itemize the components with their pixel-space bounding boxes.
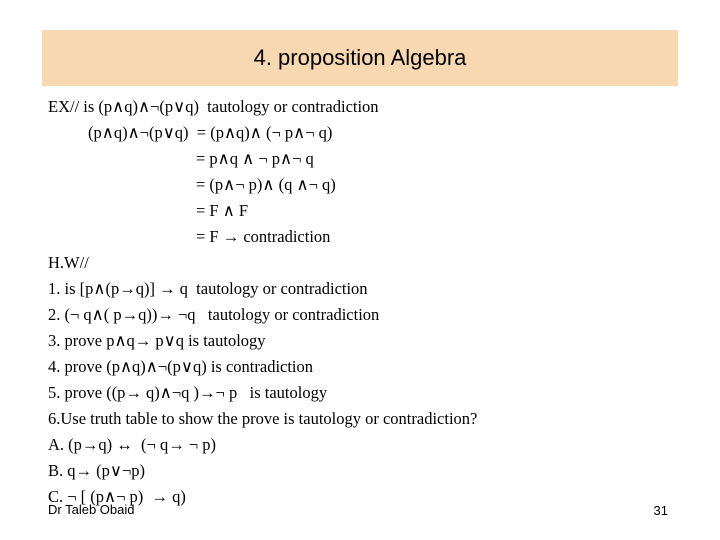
example-step-1: (p∧q)∧¬(p∨q) = (p∧q)∧ (¬ p∧¬ q) [88,123,333,142]
footer-page-number: 31 [653,503,668,518]
homework-item-5: 5. prove ((p→ q)∧¬q )→¬ p is tautology [48,383,328,402]
homework-item-a: A. (p→q) ↔ (¬ q→ ¬ p) [48,435,217,454]
homework-item-b: B. q→ (p∨¬p) [48,461,146,480]
homework-item-c: C. ¬ [ (p∧¬ p) → q) [48,487,186,506]
example-statement: EX// is (p∧q)∧¬(p∨q) tautology or contradiction [48,97,379,116]
slide-content [48,94,688,510]
homework-heading: H.W// [48,253,89,272]
slide-title: 4. proposition Algebra [253,45,467,70]
slide-title-bar [42,30,678,86]
homework-item-2: 2. (¬ q∧( p→q))→ ¬q tautology or contradiction [48,305,380,324]
homework-item-4: 4. prove (p∧q)∧¬(p∨q) is contradiction [48,357,314,376]
homework-item-3: 3. prove p∧q→ p∨q is tautology [48,331,266,350]
homework-item-6: 6.Use truth table to show the prove is tautology or contradiction? [48,409,478,428]
example-step-3: = (p∧¬ p)∧ (q ∧¬ q) [196,175,336,194]
example-step-4: = F ∧ F [196,201,249,220]
example-step-5: = F → contradiction [196,227,331,246]
homework-item-1: 1. is [p∧(p→q)] → q tautology or contradiction [48,279,368,298]
footer-author: Dr Taleb Obaid [48,502,135,517]
example-step-2: = p∧q ∧ ¬ p∧¬ q [196,149,314,168]
